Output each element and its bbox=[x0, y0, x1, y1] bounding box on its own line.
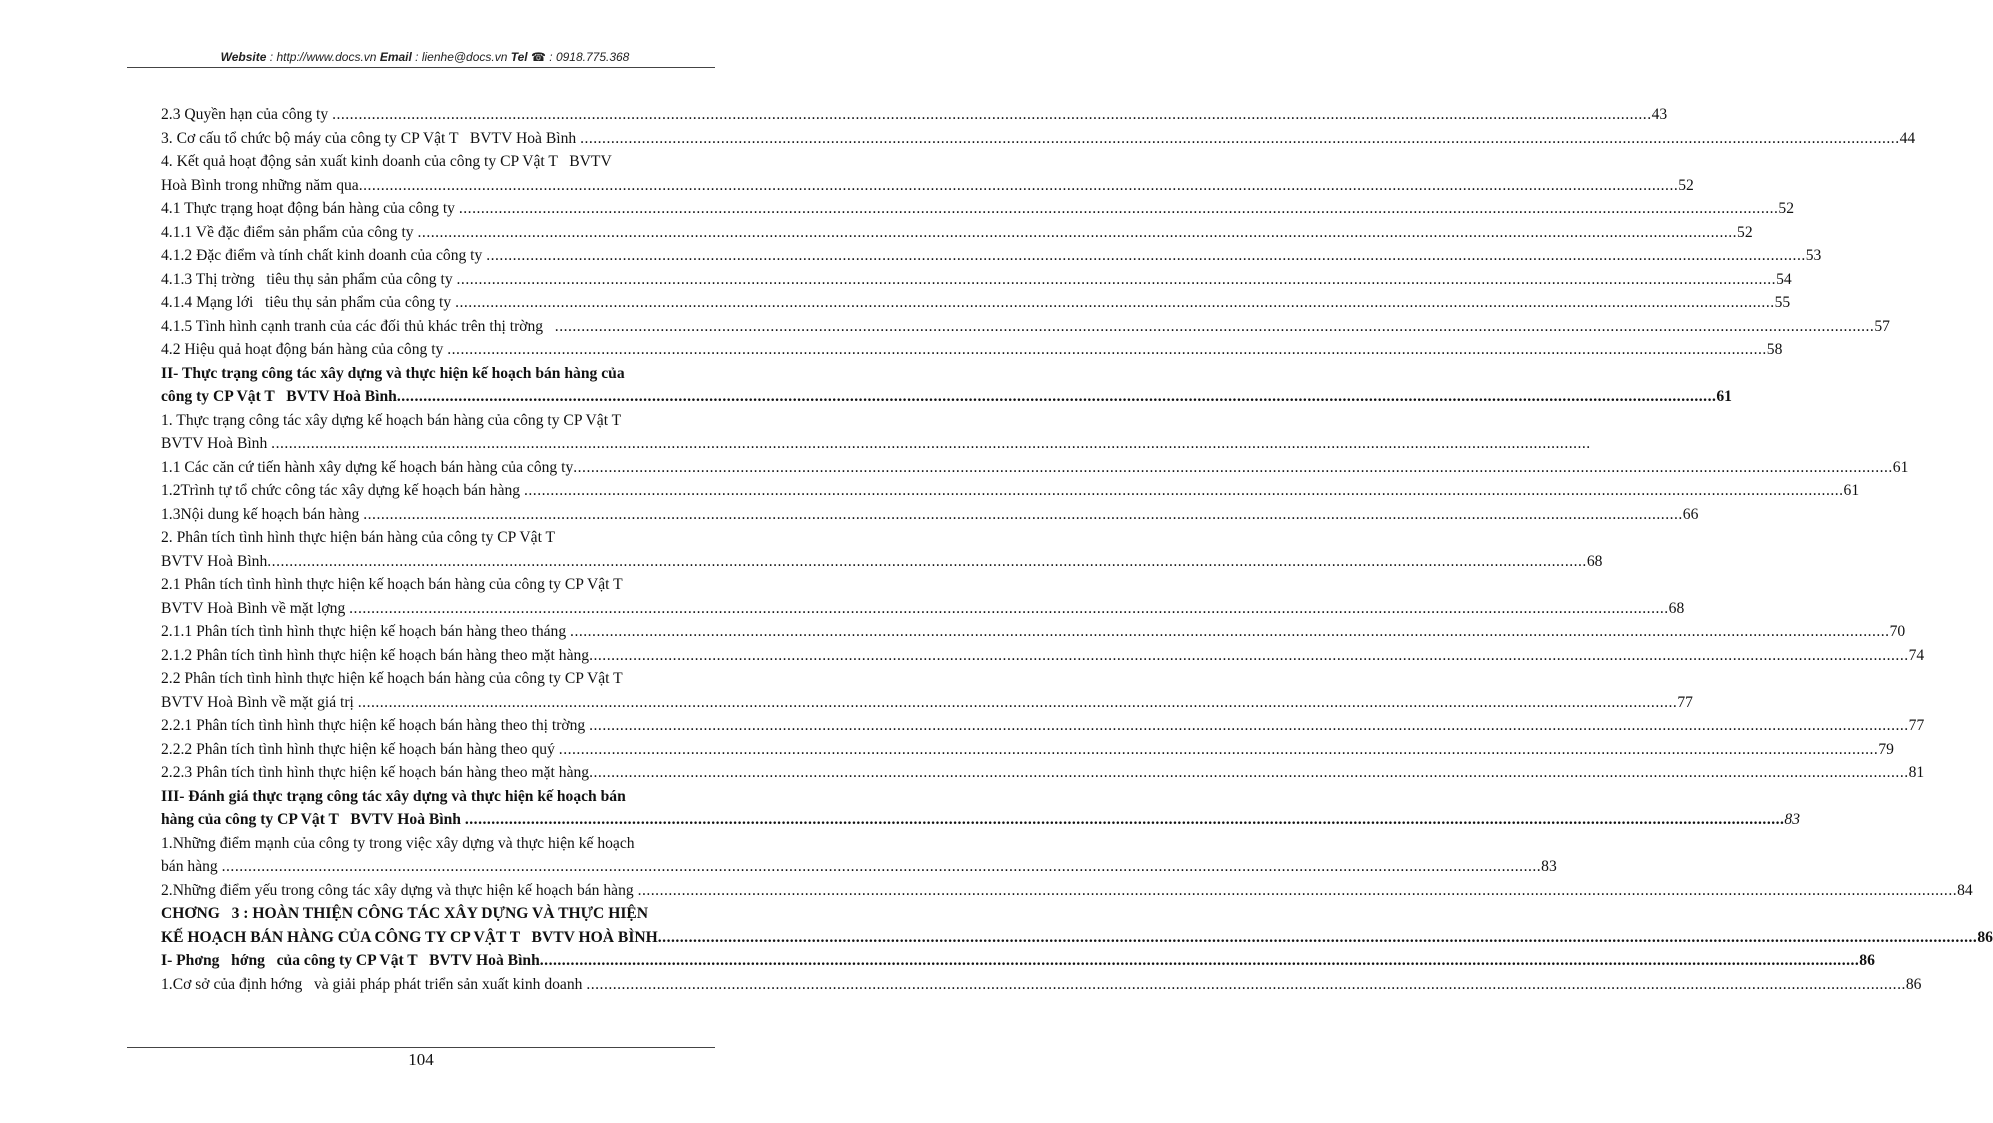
toc-entry bbox=[161, 432, 1591, 456]
toc-dot-leader: ............................................................................................................................................................................................................................................................................................................ bbox=[573, 458, 1893, 476]
toc-dot-leader: ............................................................................................................................................................................................................................................................................................................ bbox=[349, 599, 1669, 617]
toc-entry-page: 74 bbox=[1908, 646, 1925, 664]
toc-entry bbox=[161, 785, 791, 809]
toc-dot-leader: ............................................................................................................................................................................................................................................................................................................ bbox=[558, 740, 1879, 758]
toc-entry-title: 4.1.1 Về đặc điểm sản phẩm của công ty bbox=[161, 223, 418, 241]
toc-entry-title: 3. Cơ cấu tổ chức bộ máy của công ty CP Vật T BVTV Hoà Bình bbox=[161, 129, 581, 147]
email-label: Email bbox=[379, 50, 412, 64]
toc-entry-title: 4.1 Thực trạng hoạt động bán hàng của công ty bbox=[161, 200, 459, 217]
toc-dot-leader: ............................................................................................................................................................................................................................................................................................................ bbox=[363, 505, 1683, 523]
toc-dot-leader: ............................................................................................................................................................................................................................................................................................................ bbox=[464, 811, 1785, 828]
toc-dot-leader: ............................................................................................................................................................................................................................................................................................................ bbox=[586, 975, 1906, 993]
email-value: : lienhe@docs.vn bbox=[411, 50, 511, 64]
toc-entry-page: 61 bbox=[1843, 482, 1860, 499]
toc-entry bbox=[161, 691, 1693, 715]
toc-entry-title: 4.1.5 Tình hình cạnh tranh của các đối thủ khác trên thị trờng bbox=[161, 317, 555, 335]
toc-entry bbox=[161, 808, 1800, 832]
toc-entry-page: 61 bbox=[1716, 388, 1732, 405]
toc-entry-title: Hoà Bình trong những năm qua bbox=[161, 176, 359, 194]
toc-entry-page: 86 bbox=[1977, 928, 1993, 946]
website-value: : http://www.docs.vn bbox=[266, 50, 380, 64]
toc-dot-leader: ............................................................................................................................................................................................................................................................................................................ bbox=[332, 106, 1652, 123]
toc-entry-page: 84 bbox=[1957, 881, 1973, 899]
toc-entry-page: 77 bbox=[1908, 717, 1925, 734]
toc-entry-title: 2.1.1 Phân tích tình hình thực hiện kế hoạch bán hàng theo tháng bbox=[161, 623, 571, 640]
toc-entry-page: 57 bbox=[1874, 317, 1890, 335]
tel-value: ☎ : 0918.775.368 bbox=[527, 50, 630, 64]
toc-entry-title: II- Thực trạng công tác xây dựng và thực hiện kế hoạch bán hàng của bbox=[161, 364, 625, 382]
toc-dot-leader: ............................................................................................................................................................................................................................................................................................................ bbox=[657, 928, 1978, 946]
toc-entry bbox=[161, 197, 1794, 221]
toc-entry bbox=[161, 550, 1603, 574]
toc-entry-title: 2. Phân tích tình hình thực hiện bán hàng của công ty CP Vật T bbox=[161, 529, 556, 546]
toc-entry-title: 2.2.1 Phân tích tình hình thực hiện kế hoạch bán hàng theo thị trờng bbox=[161, 717, 590, 734]
toc-entry-title: 1.3Nội dung kế hoạch bán hàng bbox=[161, 505, 364, 523]
toc-entry bbox=[161, 456, 1909, 480]
toc-entry-title: 2.2.2 Phân tích tình hình thực hiện kế hoạch bán hàng theo quý bbox=[161, 740, 559, 758]
toc-entry-title: 2.2 Phân tích tình hình thực hiện kế hoạch bán hàng của công ty CP Vật T bbox=[161, 670, 623, 687]
toc-entry-title: 4.1.4 Mạng lới tiêu thụ sản phẩm của công ty bbox=[161, 294, 456, 311]
toc-entry bbox=[161, 291, 1791, 315]
toc-entry bbox=[161, 573, 791, 597]
toc-entry-page: 86 bbox=[1859, 952, 1875, 969]
toc-dot-leader: ............................................................................................................................................................................................................................................................................................................ bbox=[447, 341, 1767, 358]
toc-dot-leader: ............................................................................................................................................................................................................................................................................................................ bbox=[637, 881, 1958, 899]
toc-dot-leader: ............................................................................................................................................................................................................................................................................................................ bbox=[539, 952, 1860, 969]
toc-entry bbox=[161, 362, 791, 386]
toc-entry-page: 43 bbox=[1651, 106, 1668, 123]
toc-dot-leader: ............................................................................................................................................................................................................................................................................................................ bbox=[455, 294, 1775, 311]
toc-entry-title: 2.Những điểm yếu trong công tác xây dựng và thực hiện kế hoạch bán hàng bbox=[161, 881, 638, 899]
toc-entry-page: 61 bbox=[1892, 458, 1909, 476]
footer-divider bbox=[127, 1047, 715, 1048]
table-of-contents bbox=[161, 103, 1993, 996]
toc-dot-leader: ............................................................................................................................................................................................................................................................................................................ bbox=[570, 623, 1890, 640]
toc-entry-page: 83 bbox=[1784, 811, 1800, 828]
page-header bbox=[130, 50, 720, 64]
toc-entry-page: 79 bbox=[1878, 740, 1894, 758]
toc-dot-leader: ............................................................................................................................................................................................................................................................................................................ bbox=[589, 646, 1909, 664]
toc-entry-page: 54 bbox=[1776, 270, 1792, 288]
toc-entry-page: 58 bbox=[1766, 341, 1783, 358]
toc-entry bbox=[161, 315, 1890, 339]
toc-entry bbox=[161, 597, 1685, 621]
toc-entry-page: 53 bbox=[1805, 247, 1822, 264]
toc-dot-leader: ............................................................................................................................................................................................................................................................................................................ bbox=[456, 270, 1777, 288]
toc-entry-page: 70 bbox=[1889, 623, 1906, 640]
toc-entry bbox=[161, 667, 791, 691]
toc-entry bbox=[161, 526, 791, 550]
toc-entry-title: 1.Cơ sở của định hớng và giải pháp phát triển sản xuất kinh doanh bbox=[161, 975, 587, 993]
toc-entry bbox=[161, 620, 1906, 644]
tel-label: Tel bbox=[510, 50, 528, 64]
toc-entry bbox=[161, 926, 1993, 950]
toc-entry-page: 66 bbox=[1682, 505, 1699, 523]
toc-dot-leader: ............................................................................................................................................................................................................................................................................................................ bbox=[589, 764, 1909, 781]
toc-entry-page: 77 bbox=[1677, 693, 1693, 711]
toc-entry-page: 68 bbox=[1668, 599, 1685, 617]
toc-entry-title: 4.1.3 Thị trờng tiêu thụ sản phẩm của công ty bbox=[161, 270, 457, 288]
toc-entry-title: bán hàng bbox=[161, 858, 222, 875]
toc-entry-title: KẾ HOẠCH BÁN HÀNG CỦA CÔNG TY CP VẬT T BVTV HOÀ BÌNH bbox=[161, 928, 658, 946]
toc-entry-title: 1. Thực trạng công tác xây dựng kế hoạch bán hàng của công ty CP Vật T bbox=[161, 411, 622, 429]
toc-entry-title: BVTV Hoà Bình bbox=[161, 435, 272, 452]
toc-dot-leader: ............................................................................................................................................................................................................................................................................................................ bbox=[554, 317, 1875, 335]
toc-entry-title: BVTV Hoà Bình về mặt giá trị bbox=[161, 693, 358, 711]
toc-entry bbox=[161, 479, 1860, 503]
toc-entry bbox=[161, 385, 1732, 409]
toc-dot-leader: ............................................................................................................................................................................................................................................................................................................ bbox=[267, 552, 1587, 570]
toc-dot-leader: ............................................................................................................................................................................................................................................................................................................ bbox=[358, 176, 1679, 194]
toc-entry bbox=[161, 103, 1668, 127]
toc-entry-title: 2.2.3 Phân tích tình hình thực hiện kế hoạch bán hàng theo mặt hàng bbox=[161, 764, 590, 781]
toc-entry-page: 83 bbox=[1541, 858, 1557, 875]
toc-dot-leader: ............................................................................................................................................................................................................................................................................................................ bbox=[458, 200, 1779, 217]
toc-entry-title: 2.1.2 Phân tích tình hình thực hiện kế hoạch bán hàng theo mặt hàng bbox=[161, 646, 590, 664]
toc-entry-page: 52 bbox=[1778, 200, 1794, 217]
toc-entry-title: I- Phơng hớng của công ty CP Vật T BVTV Hoà Bình bbox=[161, 952, 540, 969]
toc-entry bbox=[161, 902, 791, 926]
toc-entry bbox=[161, 338, 1783, 362]
toc-entry bbox=[161, 644, 1925, 668]
toc-entry-title: BVTV Hoà Bình bbox=[161, 552, 268, 570]
toc-entry-title: III- Đánh giá thực trạng công tác xây dựng và thực hiện kế hoạch bán bbox=[161, 787, 626, 805]
toc-entry-page: 52 bbox=[1678, 176, 1694, 194]
header-divider bbox=[127, 67, 715, 68]
page-number: 104 bbox=[408, 1050, 434, 1069]
toc-entry-title: 4. Kết quả hoạt động sản xuất kinh doanh của công ty CP Vật T BVTV bbox=[161, 153, 612, 170]
toc-entry-page: 55 bbox=[1774, 294, 1791, 311]
toc-entry bbox=[161, 268, 1792, 292]
toc-entry-page: 52 bbox=[1737, 223, 1753, 241]
toc-entry-page: 68 bbox=[1586, 552, 1603, 570]
toc-entry bbox=[161, 832, 791, 856]
toc-entry bbox=[161, 879, 1973, 903]
toc-dot-leader: ............................................................................................................................................................................................................................................................................................................ bbox=[580, 129, 1900, 147]
toc-dot-leader: ............................................................................................................................................................................................................................................................................................................ bbox=[221, 858, 1542, 875]
toc-entry-title: công ty CP Vật T BVTV Hoà Bình bbox=[161, 388, 397, 405]
toc-entry bbox=[161, 855, 1557, 879]
toc-entry bbox=[161, 949, 1875, 973]
toc-entry-title: 2.3 Quyền hạn của công ty bbox=[161, 106, 333, 123]
toc-entry-title: 4.2 Hiệu quả hoạt động bán hàng của công ty bbox=[161, 341, 448, 358]
toc-entry bbox=[161, 503, 1699, 527]
toc-entry bbox=[161, 221, 1753, 245]
toc-dot-leader: ............................................................................................................................................................................................................................................................................................................ bbox=[357, 693, 1678, 711]
toc-entry-title: 4.1.2 Đặc điểm và tính chất kinh doanh của công ty bbox=[161, 247, 487, 264]
toc-entry bbox=[161, 761, 1925, 785]
toc-entry-title: hàng của công ty CP Vật T BVTV Hoà Bình bbox=[161, 811, 465, 828]
toc-entry-title: 1.2Trình tự tổ chức công tác xây dựng kế hoạch bán hàng bbox=[161, 482, 524, 499]
toc-entry bbox=[161, 127, 1916, 151]
toc-entry-page: 86 bbox=[1905, 975, 1922, 993]
toc-entry-title: 1.Những điểm mạnh của công ty trong việc xây dựng và thực hiện kế hoạch bbox=[161, 834, 635, 852]
toc-dot-leader: ............................................................................................................................................................................................................................................................................................................ bbox=[271, 435, 1591, 452]
toc-entry bbox=[161, 174, 1694, 198]
website-label: Website bbox=[220, 50, 267, 64]
toc-dot-leader: ............................................................................................................................................................................................................................................................................................................ bbox=[486, 247, 1806, 264]
toc-entry bbox=[161, 738, 1894, 762]
toc-dot-leader: ............................................................................................................................................................................................................................................................................................................ bbox=[396, 388, 1717, 405]
toc-dot-leader: ............................................................................................................................................................................................................................................................................................................ bbox=[417, 223, 1738, 241]
toc-entry-page: 81 bbox=[1908, 764, 1925, 781]
toc-entry bbox=[161, 150, 791, 174]
toc-entry bbox=[161, 244, 1822, 268]
toc-entry bbox=[161, 973, 1922, 997]
toc-entry bbox=[161, 409, 791, 433]
toc-dot-leader: ............................................................................................................................................................................................................................................................................................................ bbox=[589, 717, 1909, 734]
toc-entry bbox=[161, 714, 1925, 738]
toc-entry-title: BVTV Hoà Bình về mặt lợng bbox=[161, 599, 350, 617]
toc-entry-title: CHƠNG 3 : HOÀN THIỆN CÔNG TÁC XÂY DỰNG VÀ THỰC HIỆN bbox=[161, 905, 649, 922]
toc-entry-page: 44 bbox=[1899, 129, 1916, 147]
toc-entry-title: 2.1 Phân tích tình hình thực hiện kế hoạch bán hàng của công ty CP Vật T bbox=[161, 576, 623, 593]
toc-entry-title: 1.1 Các căn cứ tiến hành xây dựng kế hoạch bán hàng của công ty bbox=[161, 458, 574, 476]
toc-dot-leader: ............................................................................................................................................................................................................................................................................................................ bbox=[524, 482, 1844, 499]
